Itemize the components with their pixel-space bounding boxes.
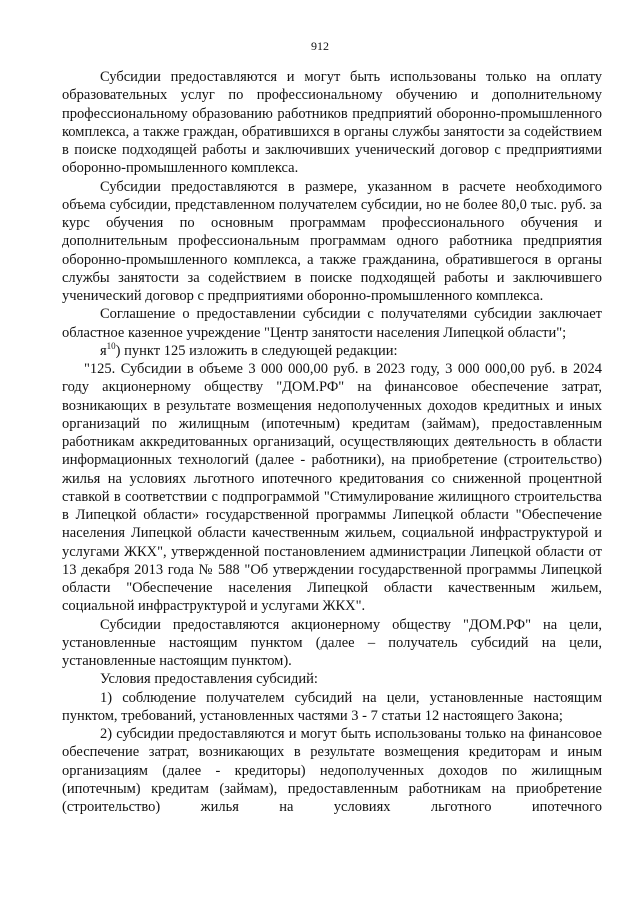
paragraph-dom-rf-recipient: Субсидии предоставляются акционерному обществу "ДОМ.РФ" на цели, установленные настоящим пунктом (далее – получатель субсидий на цели, установленные настоящим пунктом). xyxy=(62,616,602,669)
page-number: 912 xyxy=(311,39,329,53)
paragraph-condition-1: 1) соблюдение получателем субсидий на цели, установленные настоящим пунктом, требований, установленных частями 3 - 7 статьи 12 настоящего Закона; xyxy=(62,689,602,724)
paragraph-point-125: "125. Субсидии в объеме 3 000 000,00 руб. в 2023 году, 3 000 000,00 руб. в 2024 году акционерному обществу "ДОМ.РФ" на финансовое обеспечение затрат, возникающих в результате возмещения недополученных доходов кредитных и иных организаций по жилищным (ипотечным) кредитам (займам), предоставленным работникам аккредитованных организаций, осуществляющих деятельность в области информационных технологий (далее - работники), на приобретение (строительство) жилья на условиях льготного ипотечного кредитования со сниженной процентной ставкой в соответствии с подпрограммой "Стимулирование жилищного строительства в Липецкой области» государственной программы Липецкой области "Обеспечение населения Липецкой области качественным жильем, социальной инфраструктурой и услугами ЖКХ", утвержденной постановлением администрации Липецкой области от 13 декабря 2013 года № 588 "Об утверждении государственной программы Липецкой области "Обеспечение населения Липецкой области качественным жильем, социальной инфраструктурой и услугами ЖКХ". xyxy=(62,361,602,615)
paragraph-subsidies-amount: Субсидии предоставляются в размере, указанном в расчете необходимого объема субсидии, представленном получателем субсидии, но не более 80,0 тыс. руб. за курс обучения по основным программам профессионального обучения и дополнительным профессиональным программам одного работника предприятия оборонно-промышленного комплекса, а также гражданина, обратившегося в органы службы занятости за содействием в поиске подходящей работы и заключившего ученический договор с предприятиями оборонно-промышленного комплекса. xyxy=(62,178,602,304)
item-text: ) пункт 125 изложить в следующей редакции: xyxy=(115,342,398,359)
paragraph-item-ya10 xyxy=(62,342,602,360)
paragraph-conditions-heading: Условия предоставления субсидий: xyxy=(100,671,318,688)
paragraph-condition-2: 2) субсидии предоставляются и могут быть использованы только на финансовое обеспечение затрат, возникающих в результате возмещения кредиторам и иным организациям (далее - кредиторы) недополученных доходов по жилищным (ипотечным) кредитам (займам), предоставленным работникам на приобретение (строительство) жилья на условиях льготного ипотечного xyxy=(62,726,602,815)
paragraph-subsidies-usage: Субсидии предоставляются и могут быть использованы только на оплату образовательных услуг по профессиональному обучению и дополнительному профессиональному образованию работников предприятий оборонно-промышленного комплекса, а также граждан, обратившихся в органы службы занятости за содействием в поиске подходящей работы и заключивших ученический договор с предприятиями оборонно-промышленного комплекса. xyxy=(62,69,602,177)
document-body xyxy=(62,68,602,816)
item-prefix: я xyxy=(100,342,107,359)
item-superscript: 10 xyxy=(106,340,116,351)
paragraph-agreement: Соглашение о предоставлении субсидии с получателями субсидии заключает областное казенное учреждение "Центр занятости населения Липецкой области"; xyxy=(62,306,602,341)
